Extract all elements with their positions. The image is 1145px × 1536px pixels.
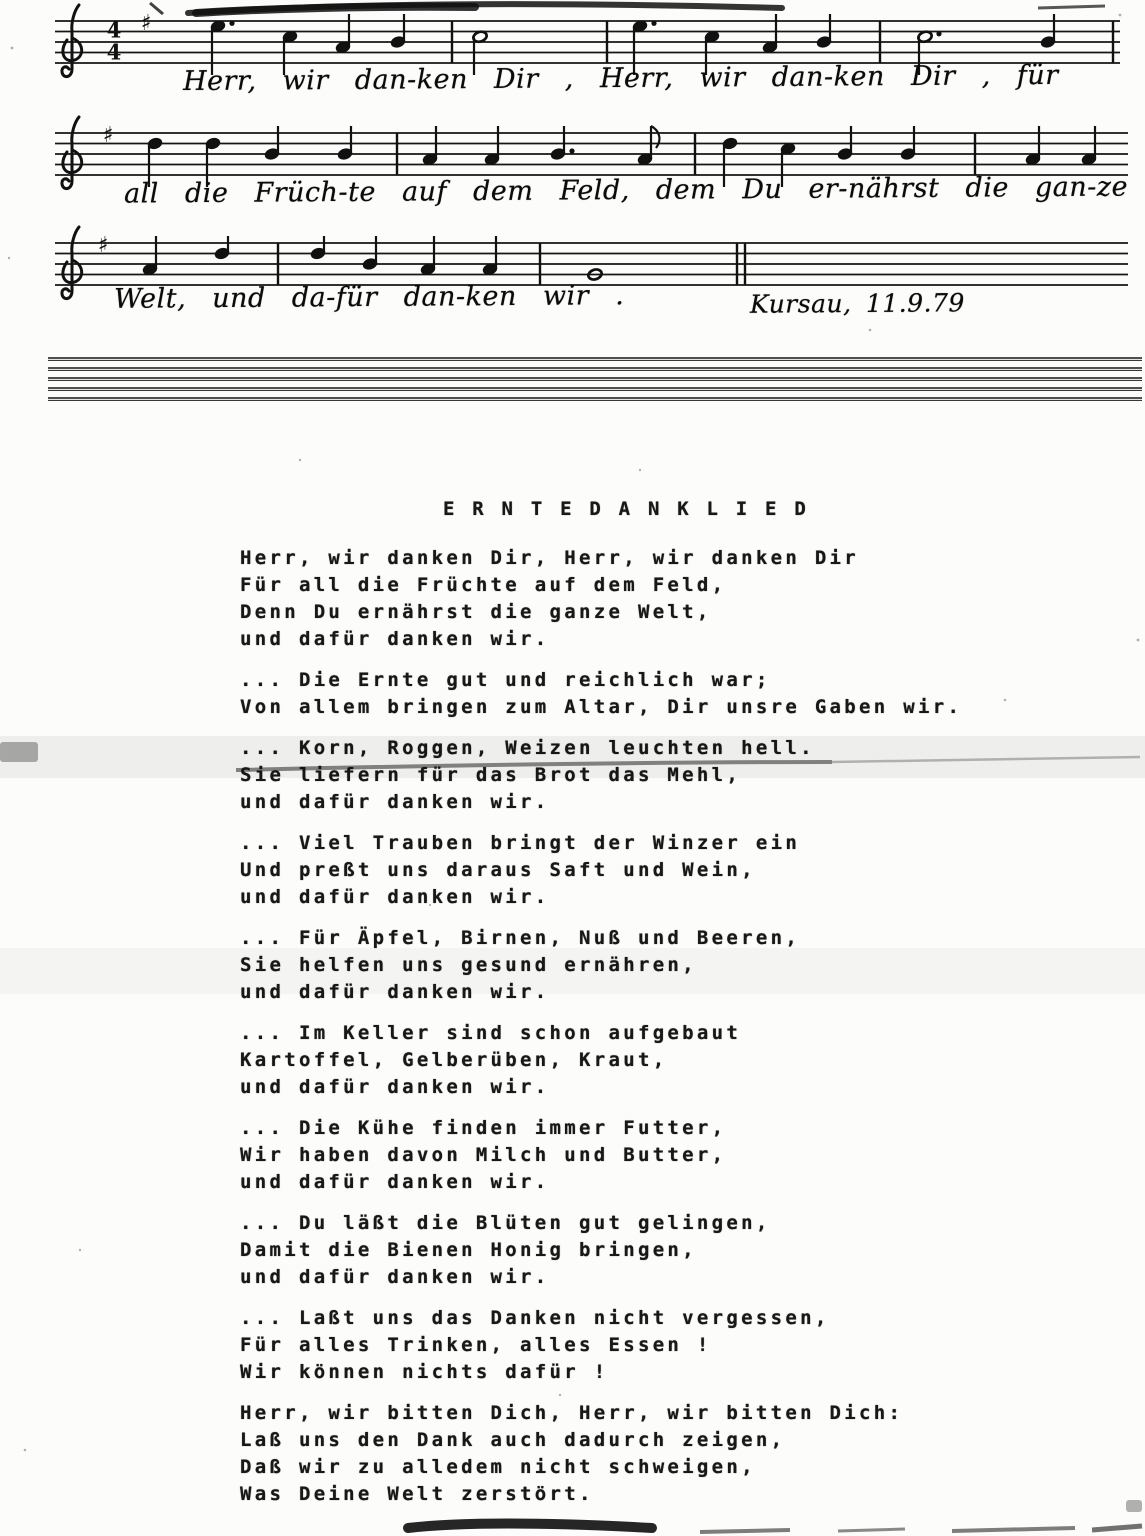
stanza xyxy=(240,1400,962,1508)
time-signature: 4 xyxy=(106,17,122,43)
stanza-line: Kartoffel, Gelberüben, Kraut, xyxy=(240,1049,668,1071)
stanza-line: ... Die Ernte gut und reichlich war; xyxy=(240,669,771,691)
note xyxy=(482,236,498,276)
note xyxy=(335,14,351,54)
time-signature: 4 xyxy=(106,39,122,65)
stanza-line: ... Für Äpfel, Birnen, Nuß und Beeren, xyxy=(240,927,801,949)
stanza-line: Von allem bringen zum Altar, Dir unsre Gaben wir. xyxy=(240,696,963,718)
stanza xyxy=(240,1020,962,1101)
sharp-icon: ♯ xyxy=(102,123,114,148)
stanza-line: Laß uns den Dank auch dadurch zeigen, xyxy=(240,1429,786,1451)
note xyxy=(422,126,438,166)
stanza xyxy=(240,735,962,816)
stanza-line: Sie liefern für das Brot das Mehl, xyxy=(240,764,742,786)
stanza-line: Damit die Bienen Honig bringen, xyxy=(240,1239,697,1261)
note xyxy=(214,236,230,260)
stanza xyxy=(240,667,962,721)
treble-clef-icon xyxy=(62,227,79,299)
stanza xyxy=(240,830,962,911)
stanza-line: ... Viel Trauben bringt der Winzer ein xyxy=(240,832,801,854)
note xyxy=(900,126,916,161)
stanza-line: und dafür danken wir. xyxy=(240,1076,550,1098)
scan-smudge xyxy=(408,1523,652,1528)
handwritten-lyric-line-1: Herr, wir dan-ken Dir , Herr, wir dan-ken Dir , für xyxy=(182,59,1059,98)
treble-clef-icon xyxy=(62,117,79,189)
note xyxy=(420,236,436,276)
sharp-icon: ♯ xyxy=(97,233,109,258)
note xyxy=(637,126,659,166)
scan-smudge xyxy=(838,1529,905,1531)
stanza-line: ... Die Kühe finden immer Futter, xyxy=(240,1117,727,1139)
stanza xyxy=(240,1115,962,1196)
stanza-line: Herr, wir danken Dir, Herr, wir danken Dir xyxy=(240,547,860,569)
typed-lyrics-section xyxy=(0,498,962,1522)
stanza-line: und dafür danken wir. xyxy=(240,1171,550,1193)
stanza-line: und dafür danken wir. xyxy=(240,981,550,1003)
stanza-line: ... Laßt uns das Danken nicht vergessen, xyxy=(240,1307,830,1329)
staff-4-empty xyxy=(48,358,1142,400)
scan-smudge xyxy=(700,1530,790,1532)
scan-smudge xyxy=(1092,1526,1142,1530)
note xyxy=(1025,126,1041,166)
scan-smudge xyxy=(150,3,163,14)
stanza xyxy=(240,925,962,1006)
note xyxy=(587,268,603,281)
scan-smudge xyxy=(188,4,782,13)
stanza-line: ... Korn, Roggen, Weizen leuchten hell. xyxy=(240,737,815,759)
note xyxy=(337,126,353,161)
note xyxy=(484,126,500,166)
stanza-line: und dafür danken wir. xyxy=(240,1266,550,1288)
treble-clef-icon xyxy=(63,150,82,173)
stanza xyxy=(240,1305,962,1386)
note xyxy=(264,126,280,161)
stanza-line: Für all die Früchte auf dem Feld, xyxy=(240,574,727,596)
note xyxy=(362,236,378,271)
note xyxy=(762,14,778,54)
stanza-line: Was Deine Welt zerstört. xyxy=(240,1483,594,1505)
stanza-line: Herr, wir bitten Dich, Herr, wir bitten Dich: xyxy=(240,1402,904,1424)
note xyxy=(837,126,853,161)
stanza-line: Für alles Trinken, alles Essen ! xyxy=(240,1334,712,1356)
note xyxy=(816,14,832,49)
stanza-list xyxy=(0,545,962,1508)
stanza-line: und dafür danken wir. xyxy=(240,628,550,650)
stanza-line: Denn Du ernährst die ganze Welt, xyxy=(240,601,712,623)
note xyxy=(1081,126,1097,166)
stanza xyxy=(240,545,962,653)
treble-clef-icon xyxy=(62,5,79,77)
note xyxy=(550,126,575,161)
stanza-line: und dafür danken wir. xyxy=(240,791,550,813)
stanza-line: Und preßt uns daraus Saft und Wein, xyxy=(240,859,756,881)
note xyxy=(390,14,406,49)
treble-clef-icon xyxy=(63,260,82,283)
song-title: E R N T E D A N K L I E D xyxy=(443,498,809,520)
handwritten-lyric-line-2: all die Früch-te auf dem Feld, dem Du er-nährst die gan-ze xyxy=(123,171,1129,210)
scan-smudge xyxy=(1038,6,1105,8)
stanza-line: und dafür danken wir. xyxy=(240,886,550,908)
stanza-line: ... Im Keller sind schon aufgebaut xyxy=(240,1022,742,1044)
stanza-line: Daß wir zu alledem nicht schweigen, xyxy=(240,1456,756,1478)
note xyxy=(142,236,158,276)
stanza-line: Wir können nichts dafür ! xyxy=(240,1361,609,1383)
note xyxy=(310,236,326,260)
scan-smudge xyxy=(952,1528,1075,1531)
scan-smudge xyxy=(1126,1500,1142,1512)
stanza xyxy=(240,1210,962,1291)
treble-clef-icon xyxy=(63,38,82,61)
stanza-line: ... Du läßt die Blüten gut gelingen, xyxy=(240,1212,771,1234)
stanza-line: Wir haben davon Milch und Butter, xyxy=(240,1144,727,1166)
date-annotation: Kursau, 11.9.79 xyxy=(749,288,965,319)
sharp-icon: ♯ xyxy=(140,11,152,36)
scan-smudge xyxy=(196,7,475,13)
stanza-line: Sie helfen uns gesund ernähren, xyxy=(240,954,697,976)
note xyxy=(1040,14,1056,49)
handwritten-lyric-line-3: Welt, und da-für dan-ken wir . xyxy=(113,280,625,315)
